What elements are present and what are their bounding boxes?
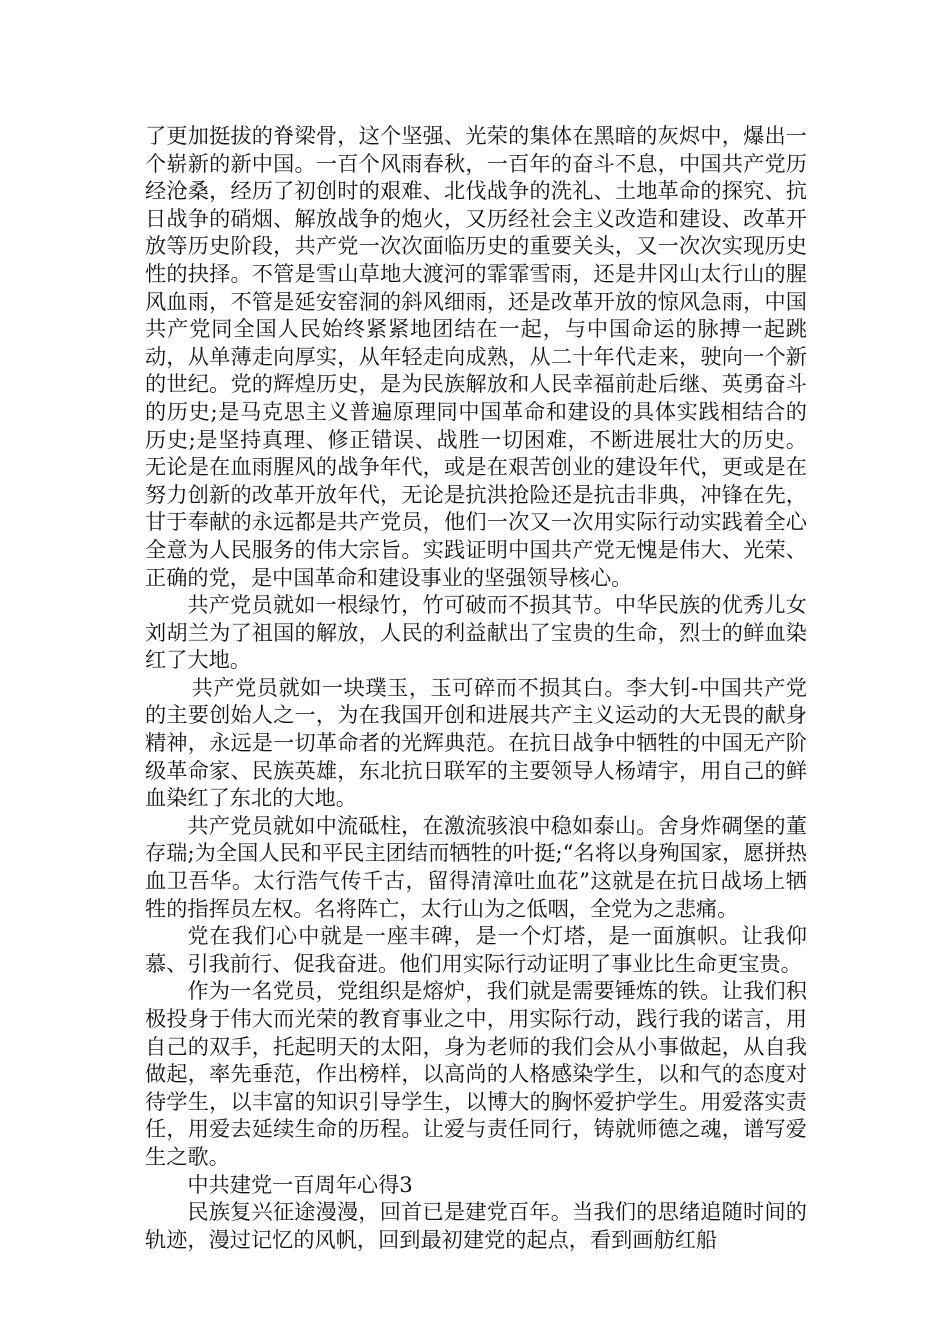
section-heading: 中共建党一百周年心得3 (187, 1171, 413, 1197)
paragraph-teacher: 作为一名党员，党组织是熔炉，我们就是需要锤炼的铁。让我们积极投身于伟大而光荣的教育事业之中，用实际行动，践行我的诺言，用自己的双手，托起明天的太阳，身为老师的我们会从小事做起，从自我做起，率先垂范，作出榜样，以高尚的人格感染学生，以和气的态度对待学生，以丰富的知识引导学生，以博大的胸怀爱护学生。用爱落实责任，用爱去延续生命的历程。让爱与责任同行，铸就师德之魂，谱写爱生之歌。 (145, 978, 807, 1169)
paragraph-green-bamboo: 共产党员就如一根绿竹，竹可破而不损其节。中华民族的优秀儿女刘胡兰为了祖国的解放，人民的利益献出了宝贵的生命，烈士的鲜血染红了大地。 (145, 592, 807, 673)
paragraph-revival: 民族复兴征途漫漫，回首已是建党百年。当我们的思绪追随时间的轨迹，漫过记忆的风帆，回到最初建党的起点，看到画舫红船 (145, 1199, 807, 1252)
paragraph-history: 了更加挺拔的脊梁骨，这个坚强、光荣的集体在黑暗的灰烬中，爆出一个崭新的新中国。一百个风雨春秋，一百年的奋斗不息，中国共产党历经沧桑，经历了初创时的艰难、北伐战争的洗礼、土地革命的探究、抗日战争的硝烟、解放战争的炮火，又历经社会主义改造和建设、改革开放等历史阶段，共产党一次次面临历史的重要关头，又一次次实现历史性的抉择。不管是雪山草地大渡河的霏霏雪雨，还是井冈山太行山的腥风血雨，不管是延安窑洞的斜风细雨，还是改革开放的惊风急雨，中国共产党同全国人民始终紧紧地团结在一起，与中国命运的脉搏一起跳动，从单薄走向厚实，从年轻走向成熟，从二十年代走来，驶向一个新的世纪。党的辉煌历史，是为民族解放和人民幸福前赴后继、英勇奋斗的历史;是马克思主义普遍原理同中国革命和建设的具体实践相结合的历史;是坚持真理、修正错误、战胜一切困难，不断进展壮大的历史。无论是在血雨腥风的战争年代，或是在艰苦创业的建设年代，更或是在努力创新的改革开放年代，无论是抗洪抢险还是抗击非典，冲锋在先，甘于奉献的永远都是共产党员，他们一次又一次用实际行动实践着全心全意为人民服务的伟大宗旨。实践证明中国共产党无愧是伟大、光荣、正确的党，是中国革命和建设事业的坚强领导核心。 (145, 123, 807, 590)
paragraph-mainstay: 共产党员就如中流砥柱，在激流骇浪中稳如泰山。舍身炸碉堡的董存瑞;为全国人民和平民主团结而牺牲的叶挺;“名将以身殉国家，愿拼热血卫吾华。太行浩气传千古，留得清漳吐血花”这就是在抗日战场上牺牲的指挥员左权。名将阵亡，太行山为之低咽，全党为之悲痛。 (145, 812, 807, 921)
paragraph-jade: 共产党员就如一块璞玉，玉可碎而不损其白。李大钊-中国共产党的主要创始人之一，为在我国开创和进展共产主义运动的大无畏的献身精神，永远是一切革命者的光辉典范。在抗日战争中牺牲的中国无产阶级革命家、民族英雄，东北抗日联军的主要领导人杨靖宇，用自己的鲜血染红了东北的大地。 (145, 674, 807, 811)
paragraph-monument: 党在我们心中就是一座丰碑，是一个灯塔，是一面旗帜。让我仰慕、引我前行、促我奋进。他们用实际行动证明了事业比生命更宝贵。 (145, 923, 807, 976)
document-body (145, 122, 807, 1253)
